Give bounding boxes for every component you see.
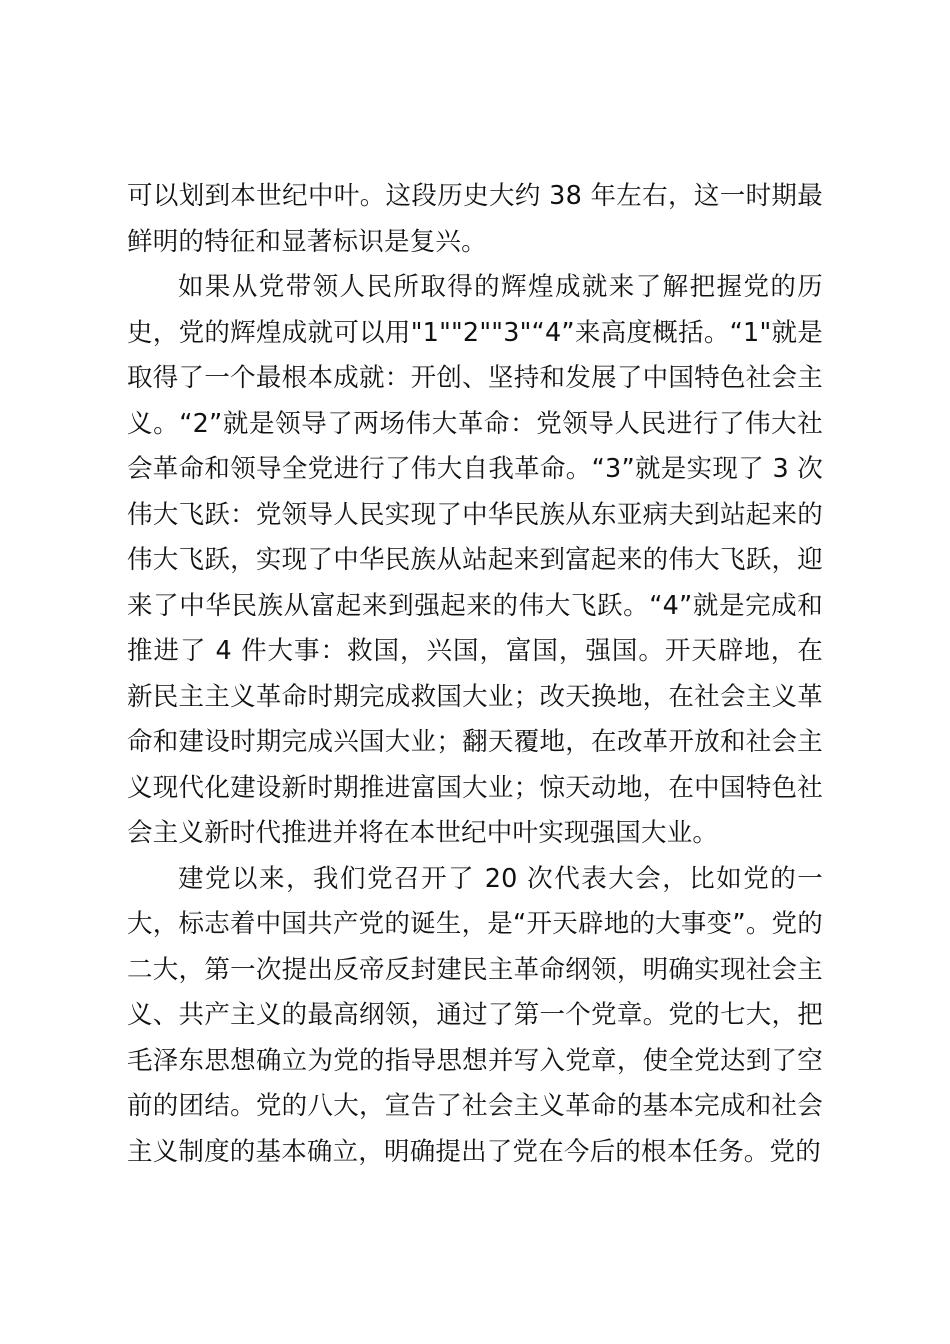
paragraph-2: 如果从党带领人民所取得的辉煌成就来了解把握党的历史，党的辉煌成就可以用"1""2""3"“4”来高度概括。“1"就是取得了一个最根本成就：开创、坚持和发展了中国特色社会主义。“2”就是领导了两场伟大革命：党领导人民进行了伟大社会革命和领导全党进行了伟大自我革命。“3”就是实现了 3 次伟大飞跃：党领导人民实现了中华民族从东亚病夫到站起来的伟大飞跃，实现了中华民族从站起来到富起来的伟大飞跃，迎来了中华民族从富起来到强起来的伟大飞跃。“4”就是完成和推进了 4 件大事：救国，兴国，富国，强国。开天辟地，在新民主主义革命时期完成救国大业；改天换地，在社会主义革命和建设时期完成兴国大业；翻天覆地，在改革开放和社会主义现代化建设新时期推进富国大业；惊天动地，在中国特色社会主义新时代推进并将在本世纪中叶实现强国大业。 [127, 272, 823, 848]
document-body [127, 174, 823, 1175]
paragraph-3: 建党以来，我们党召开了 20 次代表大会，比如党的一大，标志着中国共产党的诞生，是“开天辟地的大事变”。党的二大，第一次提出反帝反封建民主革命纲领，明确实现社会主义、共产主义的最高纲领，通过了第一个党章。党的七大，把毛泽东思想确立为党的指导思想并写入党章，使全党达到了空前的团结。党的八大，宣告了社会主义革命的基本完成和社会主义制度的基本确立，明确提出了党在今后的根本任务。党的 [127, 863, 823, 1167]
paragraph-1: 可以划到本世纪中叶。这段历史大约 38 年左右，这一时期最鲜明的特征和显著标识是复兴。 [127, 181, 823, 257]
